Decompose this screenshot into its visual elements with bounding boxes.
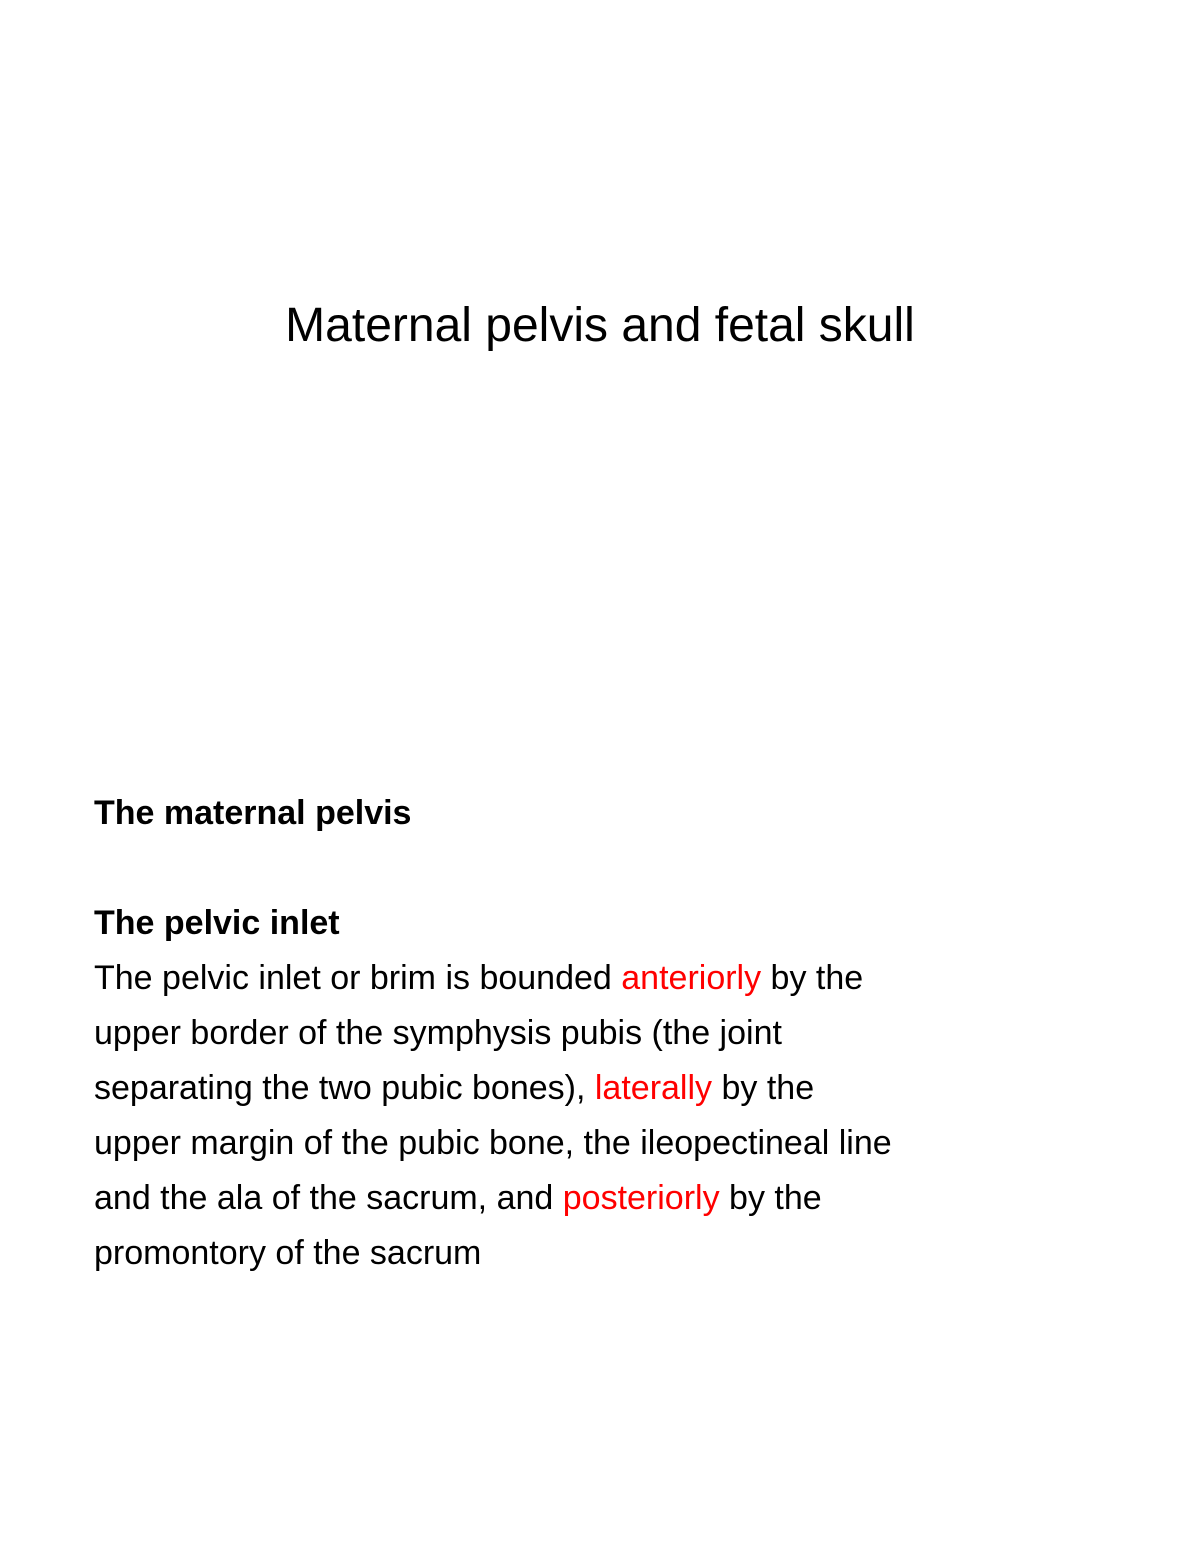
paragraph-text: The pelvic inlet or brim is bounded — [94, 959, 622, 997]
paragraph-text: promontory of the sacrum — [94, 1234, 482, 1272]
document-body — [94, 786, 1154, 1281]
subsection-heading: The pelvic inlet — [94, 904, 340, 942]
spacer — [94, 841, 1154, 896]
paragraph-text: and the ala of the sacrum, and — [94, 1179, 563, 1217]
paragraph-text: upper margin of the pubic bone, the ileopectineal line — [94, 1124, 892, 1162]
paragraph-text: upper border of the symphysis pubis (the joint — [94, 1014, 782, 1052]
highlight-term-posteriorly: posteriorly — [562, 1179, 720, 1217]
paragraph-line — [94, 1226, 1154, 1281]
paragraph-line — [94, 1116, 1154, 1171]
paragraph-text: by the — [761, 959, 864, 997]
paragraph-line — [94, 951, 1154, 1006]
paragraph-line — [94, 1061, 1154, 1116]
highlight-term-anteriorly: anteriorly — [621, 959, 762, 997]
paragraph-line — [94, 1171, 1154, 1226]
pelvic-inlet-paragraph — [94, 951, 1154, 1281]
highlight-term-laterally: laterally — [594, 1069, 713, 1107]
paragraph-text: separating the two pubic bones), — [94, 1069, 595, 1107]
page-title: Maternal pelvis and fetal skull — [285, 299, 915, 352]
paragraph-text: by the — [719, 1179, 822, 1217]
section-heading: The maternal pelvis — [94, 794, 412, 832]
paragraph-line — [94, 1006, 1154, 1061]
paragraph-text: by the — [712, 1069, 815, 1107]
